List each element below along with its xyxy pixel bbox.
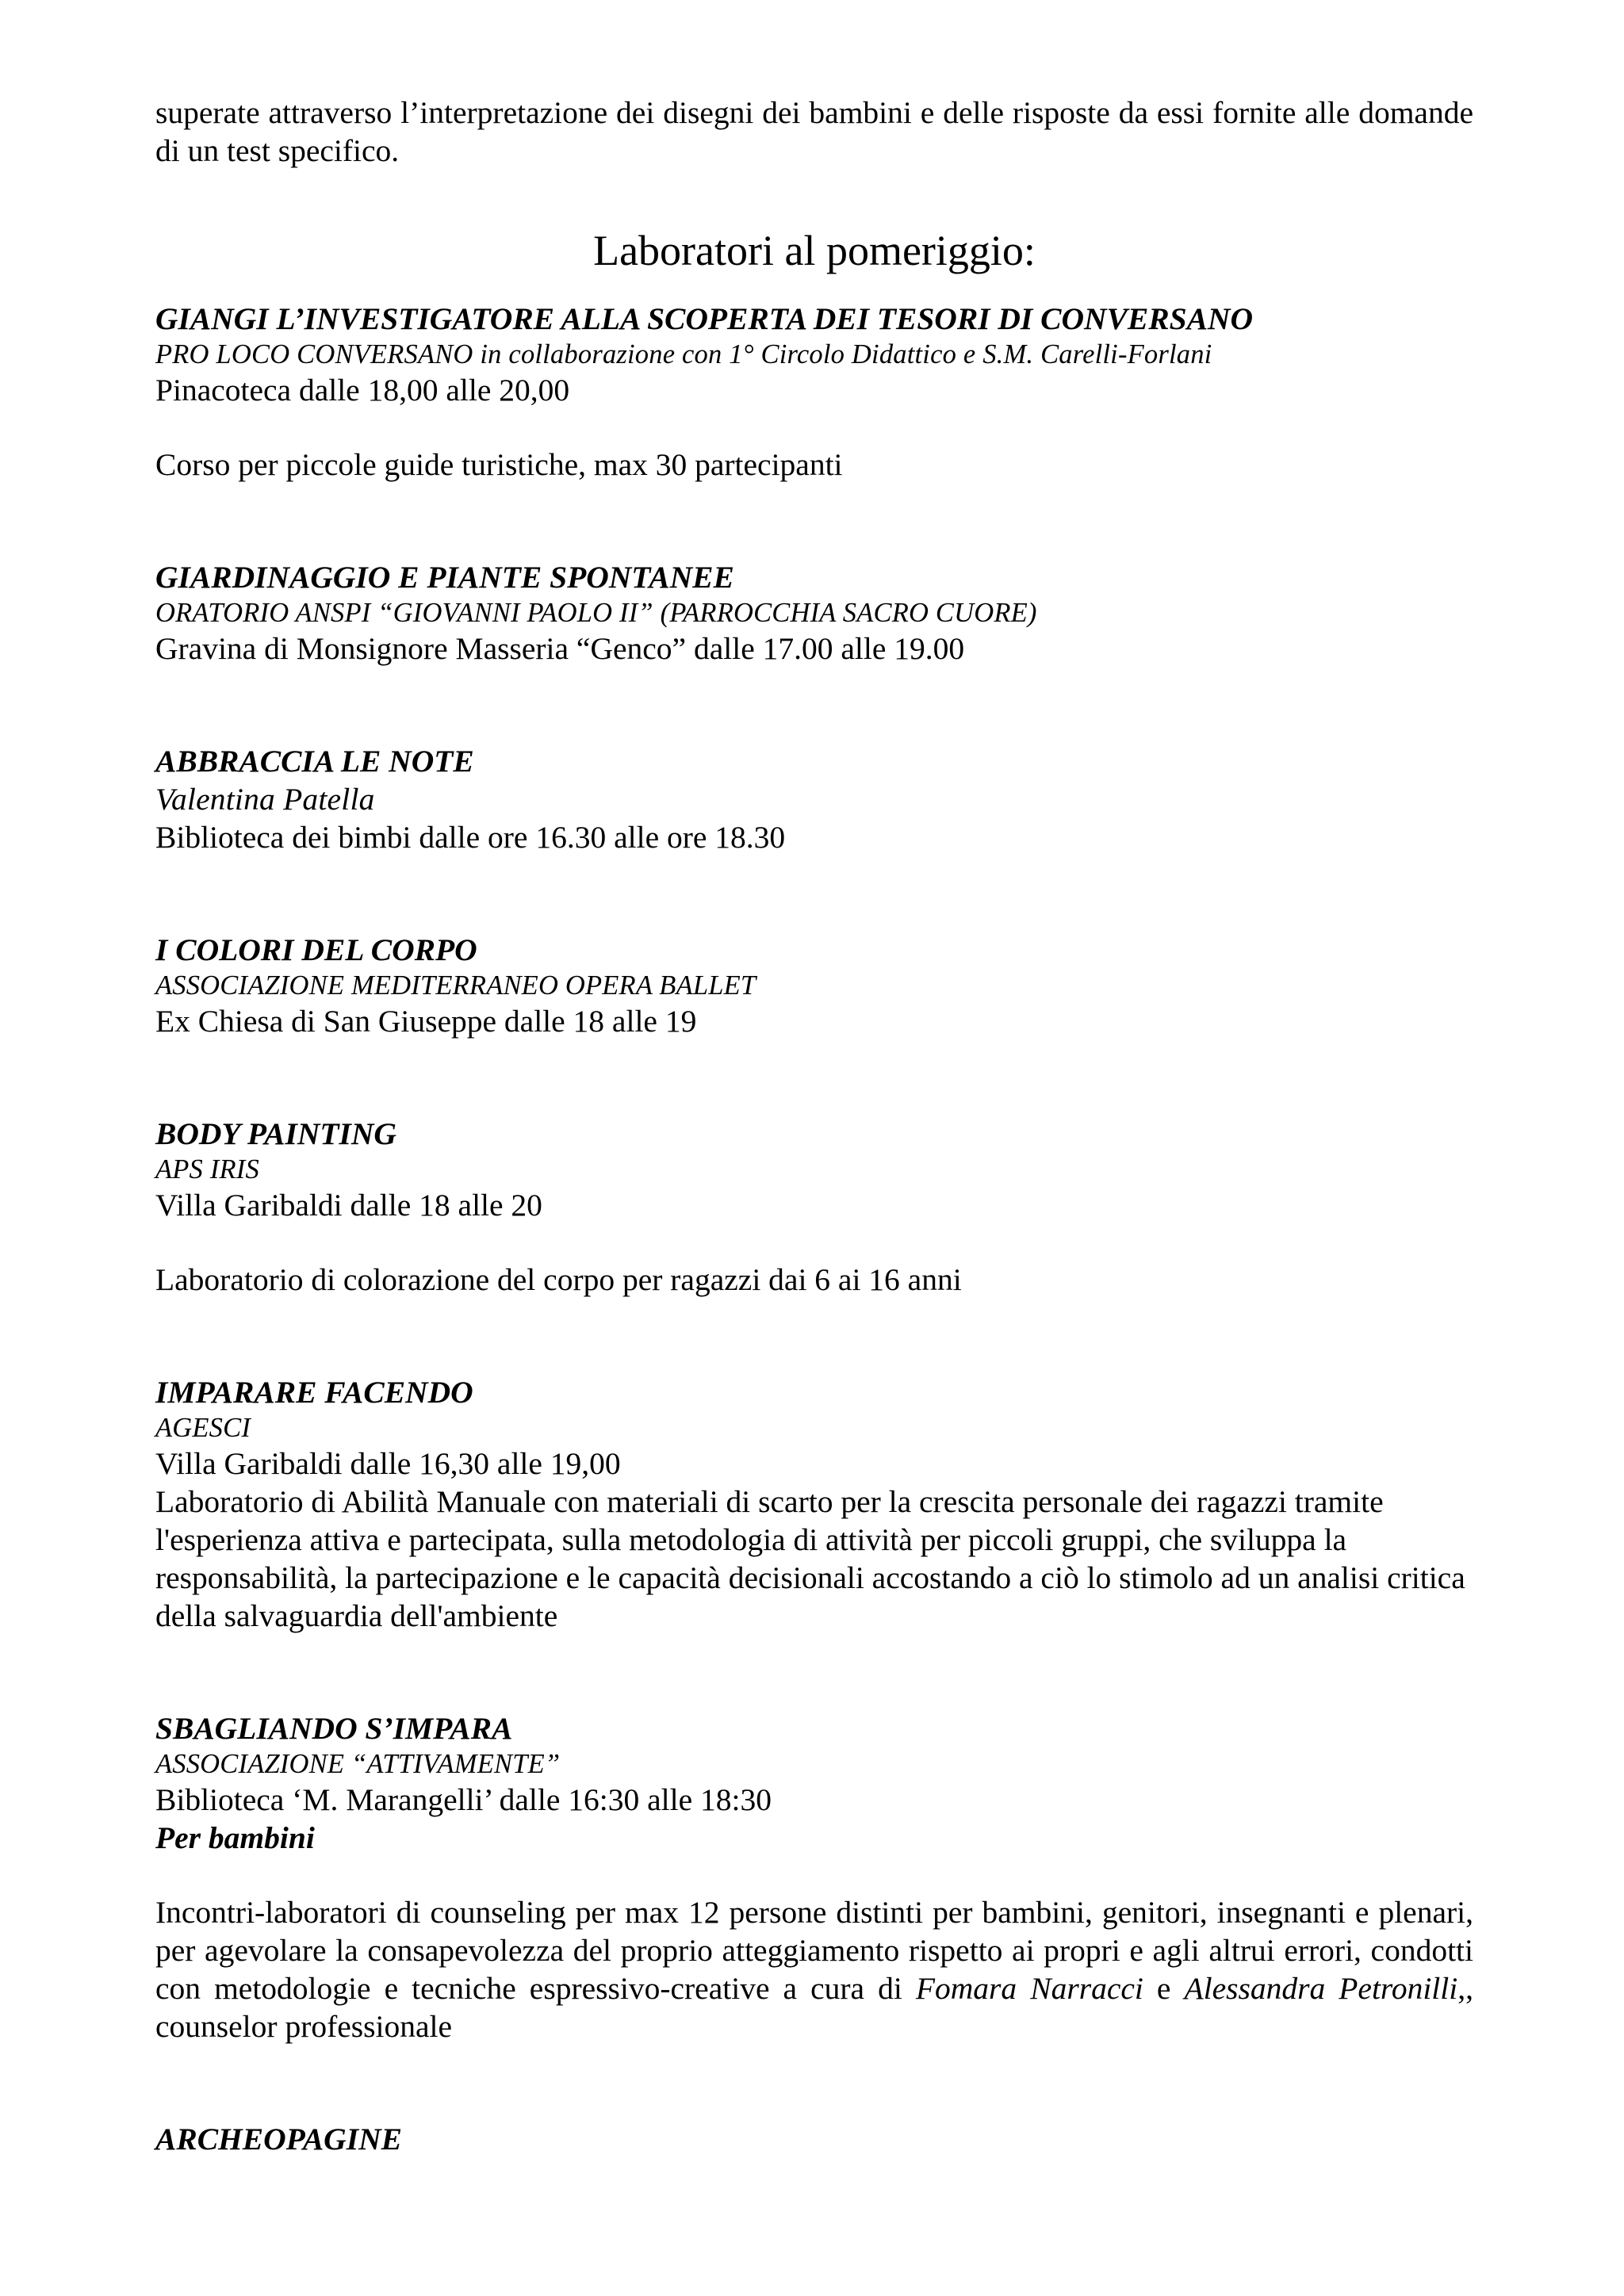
lab-location-time: Biblioteca dei bimbi dalle ore 16.30 alle ore 18.30 — [155, 820, 786, 855]
lab-title: SBAGLIANDO S’IMPARA — [155, 1711, 513, 1746]
lab-entry — [155, 1709, 1473, 2045]
lab-organizer: PRO LOCO CONVERSANO in collaborazione con 1° Circolo Didattico e S.M. Carelli-Forlani — [155, 339, 1212, 369]
lab-organizer: AGESCI — [155, 1413, 251, 1443]
lab-title: ABBRACCIA LE NOTE — [155, 744, 474, 779]
lab-audience: Per bambini — [155, 1820, 315, 1855]
lab-entry — [155, 1115, 1473, 1299]
lab-organizer: ASSOCIAZIONE “ATTIVAMENTE” — [155, 1749, 561, 1779]
lab-description: Corso per piccole guide turistiche, max 30 partecipanti — [155, 447, 843, 482]
lab-description-text: e — [1143, 1971, 1185, 2006]
section-heading: Laboratori al pomeriggio: — [593, 227, 1036, 274]
lab-location-time: Biblioteca ‘M. Marangelli’ dalle 16:30 alle 18:30 — [155, 1782, 772, 1817]
lab-description — [155, 1893, 1473, 2045]
lab-organizer: APS IRIS — [155, 1154, 259, 1184]
lab-description-text: ,, counselor professionale — [155, 1971, 1473, 2044]
lab-entry — [155, 558, 1473, 668]
lab-location-time: Pinacoteca dalle 18,00 alle 20,00 — [155, 373, 570, 408]
lab-title: BODY PAINTING — [155, 1116, 396, 1151]
document-page — [155, 94, 1473, 2158]
lab-location-time: Villa Garibaldi dalle 18 alle 20 — [155, 1188, 542, 1223]
lab-entry — [155, 931, 1473, 1040]
counselor-name: Fomara Narracci — [915, 1971, 1143, 2006]
lab-title: I COLORI DEL CORPO — [155, 932, 477, 967]
lab-location-time: Villa Garibaldi dalle 16,30 alle 19,00 — [155, 1446, 621, 1481]
lab-title: ARCHEOPAGINE — [155, 2122, 402, 2156]
lab-description-text: Incontri-laboratori di counseling per max 12 persone distinti per bambini, genitori, insegnanti e plenari, per agevolare la consapevolezza del proprio atteggiamento rispetto ai propri e agli altrui errori, condotti con metodologie e tecniche espressivo-creative a cura di — [155, 1895, 1473, 2006]
counselor-name: Alessandra Petronilli — [1184, 1971, 1458, 2006]
lab-description: Laboratorio di Abilità Manuale con materiali di scarto per la crescita personale dei ragazzi tramite l'esperienza attiva e partecipata, sulla metodologia di attività per piccoli gruppi, che sviluppa la responsabilità, la partecipazione e le capacità decisionali accostando a ciò lo stimolo ad un analisi critica della salvaguardia dell'ambiente — [155, 1484, 1465, 1633]
lab-title: GIANGI L’INVESTIGATORE ALLA SCOPERTA DEI TESORI DI CONVERSANO — [155, 301, 1253, 336]
lab-entry — [155, 300, 1473, 484]
lab-entry — [155, 1373, 1473, 1635]
lab-organizer: ASSOCIAZIONE MEDITERRANEO OPERA BALLET — [155, 970, 756, 1001]
lab-location-time: Gravina di Monsignore Masseria “Genco” dalle 17.00 alle 19.00 — [155, 631, 965, 666]
lab-title: GIARDINAGGIO E PIANTE SPONTANEE — [155, 560, 734, 595]
lab-location-time: Ex Chiesa di San Giuseppe dalle 18 alle 19 — [155, 1004, 697, 1039]
lab-organizer: ORATORIO ANSPI “GIOVANNI PAOLO II” (PARROCCHIA SACRO CUORE) — [155, 598, 1037, 628]
lab-entry — [155, 2120, 1473, 2158]
lab-organizer: Valentina Patella — [155, 782, 375, 817]
lab-description: Laboratorio di colorazione del corpo per ragazzi dai 6 ai 16 anni — [155, 1262, 962, 1297]
lab-entry — [155, 742, 1473, 856]
lab-title: IMPARARE FACENDO — [155, 1375, 473, 1410]
intro-paragraph: superate attraverso l’interpretazione dei disegni dei bambini e delle risposte da essi fornite alle domande di un test specifico. — [155, 95, 1473, 168]
